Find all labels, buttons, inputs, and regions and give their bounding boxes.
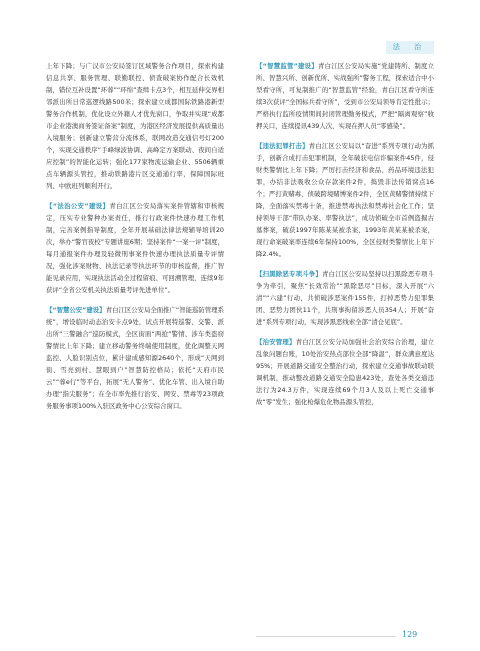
paragraph (256, 336, 434, 408)
section-tag: 【扫黑除恶专项斗争】 (256, 270, 323, 278)
paragraph-text: 青白江区公安局以“奋进”系列专项行动为抓手，创新合成打击犯罪机制，全年破获电信诈骗案件45件，侵财类警情比上年下降；严厉打击经济和食品、药品环境违法犯罪，办结非法吸收公众存款案件2件，捣毁非法传销窝点16个；严打黄赌毒，侦破跨境赌博案件2件，全区黄赌警情持续下降，全面落实禁毒十条，推进禁毒执法和禁毒社会化工作；坚持领导干部“带队办案、率警执法”，成功侦破全市首例盗掘古墓葬案，破获1997年陈某某被杀案、1993年黄某某被杀案，现行命案破案率连续6年保持100%，全区侵财类警情比上年下降2.4%。 (256, 142, 434, 258)
paragraph-text: 青白江区公安局全面推广“智能巡防管理系统”，增设临时动态治安卡点9处，试点开展特巡警、交警、派出所“三警融合”巡防模式，全区街面“两抢”警情、涉车类盗窃警情比上年下降；建立移动警务终端使用制度，优化调整天网监控、人脸识别点位，累计建成感知源2640个，形成“天网到街、雪亮到村、慧眼到户”智慧防控格局；依托“天府市民云”“蓉e行”等平台，拓展“无人警务”、优化车管、出入境自助办理“指尖服务”；在全市率先推行治安、网安、禁毒等23项政务服务事项100%入驻区政务中心公安综合窗口。 (46, 306, 224, 410)
paragraph (256, 60, 434, 132)
left-column (46, 60, 224, 420)
footer-rule (256, 636, 396, 637)
section-tag: 【“智慧监管”建设】 (256, 62, 318, 70)
section-tag: 【“法治公安”建设】 (46, 202, 110, 210)
paragraph (46, 304, 224, 412)
section-label: 法 治 (392, 43, 428, 51)
section-tag: 【治安管理】 (256, 338, 296, 346)
paragraph-text: 青白江区公安局实施“党建铸所、制度立所、智慧兴所、创新优所、实战强所”警务工程，探索适合中小型看守所，可复制推广的“智慧监管”经验，青白江区看守所连续3次获评“全国标兵看守所”，受到市公安局领导肯定性批示；严格执行监所疫情期间封闭管理勤务模式，严把“隔离观察”收押关口，连续提讯439人次，实现在押人员“零感染”。 (256, 62, 435, 130)
paragraph-text: 上年下降；与广汉市公安局签订区域警务合作项目，探索构建信息共享、服务管理、联勤联控、侦查破案协作配合长效机制，错位互补设置“环蓉”“环绵”查缉卡点3个，相互延伸交界相邻派出所日常巡逻线路500米；探索建立成都国际铁路港新型警务合作机制，优化设立外籍人才优先窗口，争取并实现“成都市企业港澳商务签证备案”制度，为港区经济发展提供高质量出入境服务；创新建立警营分流体系，联网改造交通信号灯200个，实现交通秩序“手峰绿波协调、高峰定方案联动、夜间自适应控制”的智能化运转；强化177家物流运输企业、5506辆重点车辆源头管控，推动铁路港片区交通通行率，保障国际班列、中欧班列顺利开行。 (46, 62, 224, 190)
section-header-bar (386, 41, 434, 54)
paragraph (46, 60, 224, 192)
paragraph (256, 140, 434, 260)
section-tag: 【违法犯罪打击】 (256, 142, 309, 150)
right-column (256, 60, 434, 416)
paragraph (256, 268, 434, 328)
paragraph-text: 青白江区公安局坚持以扫黑除恶专项斗争为牵引，聚焦“长效常治”“黑除恶尽”目标，深入开展“六清”“六建”行动，共侦破涉恶案件155件，打掉恶势力犯罪集团、恶势力团伙11个，共刑事拘留涉恶人员354人；开展“奋进”系列专项行动，实现涉黑恶线索全部“清仓见底”。 (256, 270, 435, 326)
paragraph-text: 青白江区公安分局加强社会治安综合治理，建立乱象问题台账，10处治安热点部位全部“降温”，群众满意度达95%；开展道路交通安全整治行动，探索建立交通事故联动联调机制，推动整改道路交通安全隐患423处，查处各类交通违法行为24.3万件，实现连续69个月3人及以上死亡交通事故“零”发生；强化枪爆危化物品源头管控， (256, 338, 435, 406)
section-tag: 【“智慧公安”建设】 (46, 306, 106, 314)
paragraph (46, 200, 224, 296)
paragraph-text: 青白江区公安局落实案件管辖和审核规定，压实专业警种办案责任，推行行政案件快速办理工作机制，完善案例指导制度，全年开展基础法律法规辅导培训20次，举办“警官夜校”专题讲座6期；坚持案件“一案一评”制度，每月通报案件办理及轻微刑事案件快速办理执法质量专评情况，强化涉案财物、执法记录等执法环节的审核监督，推广智能见录应用，实现执法活动全过程留痕、可回溯管理，连续9年获评“全省公安机关执法质量考评先进单位”。 (46, 202, 225, 294)
page-number: 129 (402, 630, 418, 639)
